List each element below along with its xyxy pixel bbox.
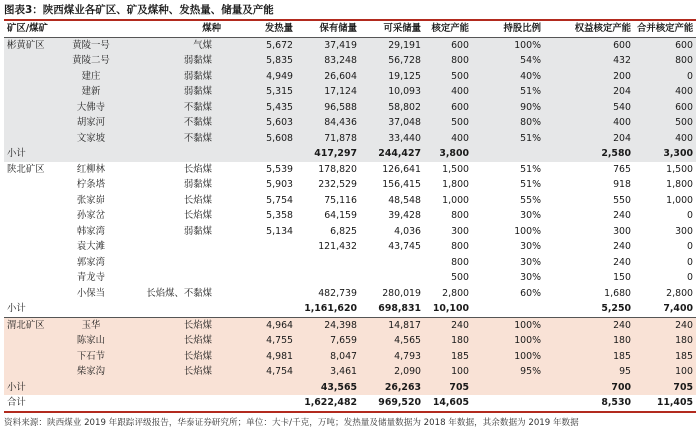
heat-value-cell [224, 255, 296, 271]
reserve-cell: 417,297 [296, 146, 360, 162]
mine-name-cell: 玉华 [58, 317, 124, 333]
reserve-cell: 6,825 [330, 225, 357, 237]
mine-name-cell: 大佛寺 [58, 100, 124, 116]
col-header-heat: 发热量 [224, 21, 296, 37]
table-row [4, 224, 696, 240]
total-row [4, 395, 696, 412]
table-row [4, 131, 696, 147]
mine-name-cell: 胡家河 [58, 115, 124, 131]
mine-name-cell: 孙家岔 [76, 210, 106, 221]
consolidated-capacity-cell: 0 [687, 210, 693, 221]
mine-name-cell [58, 395, 124, 412]
coal-type-cell [124, 255, 224, 271]
consolidated-capacity-cell: 11,405 [634, 395, 696, 412]
recoverable-reserve-cell: 33,440 [360, 131, 424, 147]
stake-cell: 51% [520, 163, 541, 175]
region-cell: 小计 [4, 380, 58, 396]
region-cell [4, 270, 58, 286]
recoverable-reserve-cell: 126,641 [382, 163, 421, 175]
consolidated-capacity-cell: 705 [634, 380, 696, 396]
heat-value-cell: 4,949 [224, 69, 296, 85]
region-cell [4, 333, 58, 349]
reserve-cell [296, 270, 360, 286]
reserve-cell: 1,622,482 [296, 395, 360, 412]
capacity-cell: 705 [424, 380, 472, 396]
heat-value-cell [224, 286, 296, 302]
coal-type-cell [124, 146, 224, 162]
heat-value-cell: 5,754 [266, 194, 293, 206]
heat-value-cell: 5,134 [266, 225, 293, 237]
equity-capacity-cell: 240 [613, 210, 631, 221]
capacity-cell: 1,000 [442, 194, 469, 206]
region-cell [4, 100, 58, 116]
recoverable-reserve-cell [360, 270, 424, 286]
consolidated-capacity-cell: 185 [634, 349, 696, 365]
coal-type-cell: 不黏煤 [124, 100, 224, 116]
region-cell [4, 53, 58, 69]
reserve-cell: 96,588 [296, 100, 360, 116]
reserve-cell: 7,659 [296, 333, 360, 349]
table-row [4, 84, 696, 100]
reserve-cell: 3,461 [296, 364, 360, 380]
reserve-cell: 1,161,620 [296, 301, 360, 317]
region-cell [4, 255, 58, 271]
consolidated-capacity-cell: 1,500 [666, 163, 693, 175]
source-note: 资料来源：陕西煤业 2019 年跟踪评级报告，华泰证券研究所；单位：大卡/千克，万吨；发热量及储量数据为 2018 年数据，其余数据为 2019 年数据 [4, 418, 579, 428]
consolidated-capacity-cell: 1,800 [666, 179, 693, 190]
heat-value-cell [224, 380, 296, 396]
reserve-cell: 232,529 [318, 179, 357, 190]
stake-cell: 30% [520, 272, 541, 283]
capacity-cell: 180 [424, 333, 472, 349]
mine-name-cell: 青龙寺 [76, 272, 106, 283]
table-body [4, 37, 696, 412]
coal-type-cell [124, 301, 224, 317]
table-row [4, 270, 696, 286]
region-cell: 小计 [4, 301, 58, 317]
stake-cell: 100% [472, 349, 544, 365]
equity-capacity-cell: 150 [613, 272, 631, 283]
stake-cell: 30% [520, 256, 541, 268]
heat-value-cell [224, 395, 296, 412]
recoverable-reserve-cell: 48,548 [388, 194, 421, 206]
table-row [4, 37, 696, 53]
capacity-cell: 600 [424, 37, 472, 53]
capacity-cell: 1,500 [442, 163, 469, 175]
recoverable-reserve-cell: 280,019 [382, 287, 421, 299]
reserve-cell: 24,398 [296, 317, 360, 333]
col-header-recoverable: 可采储量 [360, 21, 424, 37]
reserve-cell: 17,124 [296, 84, 360, 100]
capacity-cell: 500 [424, 115, 472, 131]
capacity-cell: 400 [424, 84, 472, 100]
table-row [4, 177, 696, 193]
reserve-cell [296, 255, 360, 271]
stake-cell: 100% [514, 225, 541, 237]
capacity-cell: 800 [424, 53, 472, 69]
consolidated-capacity-cell: 2,800 [666, 287, 693, 299]
equity-capacity-cell: 204 [544, 84, 634, 100]
recoverable-reserve-cell: 4,036 [394, 225, 421, 237]
mine-name-cell: 下石节 [58, 349, 124, 365]
capacity-cell: 800 [451, 210, 469, 221]
recoverable-reserve-cell: 244,427 [360, 146, 424, 162]
region-cell [4, 349, 58, 365]
heat-value-cell: 5,435 [224, 100, 296, 116]
coal-type-cell: 长焰煤 [124, 349, 224, 365]
region-cell: 陕北矿区 [7, 163, 45, 175]
coal-type-cell: 弱黏煤 [124, 84, 224, 100]
mine-name-cell: 陈家山 [58, 333, 124, 349]
region-cell [4, 115, 58, 131]
reserve-cell: 75,116 [324, 194, 357, 206]
equity-capacity-cell: 240 [544, 317, 634, 333]
capacity-cell: 300 [451, 225, 469, 237]
mine-name-cell: 郭家湾 [76, 256, 106, 268]
consolidated-capacity-cell: 0 [634, 69, 696, 85]
equity-capacity-cell: 5,250 [544, 301, 634, 317]
equity-capacity-cell: 432 [544, 53, 634, 69]
heat-value-cell: 4,964 [224, 317, 296, 333]
recoverable-reserve-cell: 156,415 [382, 179, 421, 190]
capacity-cell: 800 [451, 241, 469, 252]
recoverable-reserve-cell: 58,802 [360, 100, 424, 116]
mine-name-cell: 建庄 [58, 69, 124, 85]
reserve-cell: 178,820 [318, 163, 357, 175]
mine-name-cell: 韩家湾 [76, 225, 106, 237]
stake-cell: 54% [472, 53, 544, 69]
heat-value-cell [224, 270, 296, 286]
table-row [4, 115, 696, 131]
table-row [4, 53, 696, 69]
coal-type-cell: 不黏煤 [124, 131, 224, 147]
stake-cell: 30% [520, 241, 541, 252]
recoverable-reserve-cell: 39,428 [388, 210, 421, 221]
equity-capacity-cell: 765 [613, 163, 631, 175]
stake-cell: 95% [472, 364, 544, 380]
recoverable-reserve-cell: 4,565 [360, 333, 424, 349]
region-cell: 彬黄矿区 [4, 37, 58, 53]
coal-type-cell: 长焰煤 [183, 163, 212, 175]
table-row [4, 162, 696, 178]
consolidated-capacity-cell: 7,400 [634, 301, 696, 317]
equity-capacity-cell: 918 [613, 179, 631, 190]
mine-name-cell [58, 146, 124, 162]
region-cell [4, 239, 58, 255]
region-cell: 小计 [4, 146, 58, 162]
recoverable-reserve-cell: 19,125 [360, 69, 424, 85]
heat-value-cell: 4,754 [224, 364, 296, 380]
capacity-cell: 185 [424, 349, 472, 365]
mine-name-cell [58, 301, 124, 317]
mine-name-cell: 文家坡 [58, 131, 124, 147]
stake-cell: 55% [520, 194, 541, 206]
reserve-cell: 84,436 [296, 115, 360, 131]
mine-name-cell: 黄陵二号 [58, 53, 124, 69]
capacity-cell: 2,800 [442, 287, 469, 299]
heat-value-cell: 5,903 [266, 179, 293, 190]
equity-capacity-cell: 540 [544, 100, 634, 116]
equity-capacity-cell: 600 [544, 37, 634, 53]
region-cell [4, 193, 58, 209]
equity-capacity-cell: 185 [544, 349, 634, 365]
region-cell [4, 286, 58, 302]
stake-cell [472, 301, 544, 317]
equity-capacity-cell: 200 [544, 69, 634, 85]
coal-type-cell: 弱黏煤 [124, 69, 224, 85]
equity-capacity-cell: 240 [613, 241, 631, 252]
coal-type-cell: 长焰煤、不黏煤 [146, 287, 212, 299]
heat-value-cell: 5,315 [224, 84, 296, 100]
table-row [4, 349, 696, 365]
stake-cell: 51% [472, 131, 544, 147]
col-header-equity-capacity: 权益核定产能 [544, 21, 634, 37]
coal-type-cell: 长焰煤 [124, 364, 224, 380]
figure-title: 图表3：陕西煤业各矿区、矿及煤种、发热量、储量及产能 [4, 4, 274, 16]
coal-type-cell [124, 270, 224, 286]
equity-capacity-cell: 204 [544, 131, 634, 147]
reserve-cell: 71,878 [296, 131, 360, 147]
region-cell [4, 364, 58, 380]
recoverable-reserve-cell: 2,090 [360, 364, 424, 380]
coal-type-cell: 弱黏煤 [124, 53, 224, 69]
consolidated-capacity-cell: 0 [687, 256, 693, 268]
heat-value-cell: 5,672 [224, 37, 296, 53]
heat-value-cell [224, 146, 296, 162]
table-row [4, 100, 696, 116]
capacity-cell: 800 [451, 256, 469, 268]
capacity-cell: 10,100 [424, 301, 472, 317]
coal-type-cell: 长焰煤 [183, 194, 212, 206]
equity-capacity-cell: 300 [613, 225, 631, 237]
capacity-cell: 100 [424, 364, 472, 380]
coal-type-cell [124, 239, 224, 255]
mine-name-cell: 袁大滩 [76, 241, 106, 252]
equity-capacity-cell: 2,580 [544, 146, 634, 162]
recoverable-reserve-cell: 29,191 [360, 37, 424, 53]
region-cell: 渭北矿区 [4, 317, 58, 333]
coal-type-cell: 弱黏煤 [183, 179, 212, 190]
heat-value-cell: 4,755 [224, 333, 296, 349]
reserve-cell: 43,565 [296, 380, 360, 396]
consolidated-capacity-cell: 400 [634, 131, 696, 147]
table-row [4, 239, 696, 255]
heat-value-cell: 5,835 [224, 53, 296, 69]
stake-cell [472, 395, 544, 412]
consolidated-capacity-cell: 3,300 [634, 146, 696, 162]
stake-cell: 100% [472, 333, 544, 349]
region-cell [4, 208, 58, 224]
col-header-blank [58, 21, 124, 37]
heat-value-cell [224, 301, 296, 317]
col-header-consolidated: 合并核定产能 [634, 21, 696, 37]
table-row [4, 208, 696, 224]
consolidated-capacity-cell: 0 [687, 241, 693, 252]
subtotal-row [4, 380, 696, 396]
table-row [4, 286, 696, 302]
mine-name-cell: 柠条塔 [76, 179, 106, 190]
coal-mine-table [4, 21, 696, 413]
capacity-cell: 500 [451, 272, 469, 283]
coal-type-cell [124, 395, 224, 412]
equity-capacity-cell: 95 [544, 364, 634, 380]
equity-capacity-cell: 700 [544, 380, 634, 396]
subtotal-row [4, 146, 696, 162]
stake-cell: 30% [520, 210, 541, 221]
mine-name-cell: 建新 [58, 84, 124, 100]
consolidated-capacity-cell: 800 [634, 53, 696, 69]
mine-name-cell: 张家峁 [76, 194, 106, 206]
coal-type-cell: 不黏煤 [124, 115, 224, 131]
coal-type-cell [124, 380, 224, 396]
capacity-cell: 1,800 [442, 179, 469, 190]
recoverable-reserve-cell: 698,831 [360, 301, 424, 317]
equity-capacity-cell: 8,530 [544, 395, 634, 412]
stake-cell: 100% [472, 37, 544, 53]
stake-cell [472, 146, 544, 162]
reserve-cell: 83,248 [296, 53, 360, 69]
equity-capacity-cell: 550 [613, 194, 631, 206]
stake-cell: 51% [472, 84, 544, 100]
recoverable-reserve-cell: 37,048 [360, 115, 424, 131]
capacity-cell: 3,800 [424, 146, 472, 162]
region-cell [4, 224, 58, 240]
recoverable-reserve-cell: 43,745 [388, 241, 421, 252]
consolidated-capacity-cell: 1,000 [666, 194, 693, 206]
equity-capacity-cell: 1,680 [604, 287, 631, 299]
consolidated-capacity-cell: 240 [634, 317, 696, 333]
mine-name-cell [58, 380, 124, 396]
region-cell [4, 84, 58, 100]
consolidated-capacity-cell: 600 [634, 100, 696, 116]
reserve-cell: 482,739 [318, 287, 357, 299]
equity-capacity-cell: 240 [613, 256, 631, 268]
coal-type-cell: 长焰煤 [124, 317, 224, 333]
stake-cell: 60% [520, 287, 541, 299]
recoverable-reserve-cell: 56,728 [360, 53, 424, 69]
consolidated-capacity-cell: 400 [634, 84, 696, 100]
recoverable-reserve-cell: 14,817 [360, 317, 424, 333]
reserve-cell: 37,419 [296, 37, 360, 53]
region-cell: 合计 [4, 395, 58, 412]
stake-cell: 100% [472, 317, 544, 333]
equity-capacity-cell: 180 [544, 333, 634, 349]
table-row [4, 364, 696, 380]
reserve-cell: 8,047 [296, 349, 360, 365]
table-row [4, 69, 696, 85]
reserve-cell: 64,159 [324, 210, 357, 221]
recoverable-reserve-cell: 969,520 [360, 395, 424, 412]
recoverable-reserve-cell: 10,093 [360, 84, 424, 100]
consolidated-capacity-cell: 500 [634, 115, 696, 131]
table-row [4, 193, 696, 209]
stake-cell: 80% [472, 115, 544, 131]
heat-value-cell: 4,981 [224, 349, 296, 365]
region-cell [4, 177, 58, 193]
consolidated-capacity-cell: 180 [634, 333, 696, 349]
heat-value-cell: 5,358 [266, 210, 293, 221]
col-header-capacity: 核定产能 [424, 21, 472, 37]
mine-name-cell: 红柳林 [76, 163, 106, 175]
consolidated-capacity-cell: 0 [687, 272, 693, 283]
col-header-stake: 持股比例 [472, 21, 544, 37]
mine-name-cell: 黄陵一号 [58, 37, 124, 53]
recoverable-reserve-cell [360, 255, 424, 271]
stake-cell: 90% [472, 100, 544, 116]
coal-type-cell: 长焰煤 [183, 210, 212, 221]
equity-capacity-cell: 400 [544, 115, 634, 131]
capacity-cell: 600 [424, 100, 472, 116]
capacity-cell: 240 [424, 317, 472, 333]
mine-name-cell: 柴家沟 [58, 364, 124, 380]
table-row [4, 255, 696, 271]
mine-name-cell: 小保当 [76, 287, 106, 299]
coal-type-cell: 气煤 [124, 37, 224, 53]
recoverable-reserve-cell: 26,263 [360, 380, 424, 396]
consolidated-capacity-cell: 600 [634, 37, 696, 53]
heat-value-cell: 5,539 [266, 163, 293, 175]
recoverable-reserve-cell: 4,793 [360, 349, 424, 365]
reserve-cell: 121,432 [318, 241, 357, 252]
coal-type-cell: 长焰煤 [124, 333, 224, 349]
capacity-cell: 400 [424, 131, 472, 147]
heat-value-cell [224, 239, 296, 255]
capacity-cell: 500 [424, 69, 472, 85]
col-header-coal-type: 煤种 [124, 21, 224, 37]
region-cell [4, 131, 58, 147]
stake-cell [472, 380, 544, 396]
table-row [4, 333, 696, 349]
table-header-row [4, 21, 696, 37]
capacity-cell: 14,605 [424, 395, 472, 412]
consolidated-capacity-cell: 300 [675, 225, 693, 237]
heat-value-cell: 5,608 [224, 131, 296, 147]
subtotal-row [4, 301, 696, 317]
col-header-region-mine: 矿区/煤矿 [4, 21, 58, 37]
region-cell [4, 69, 58, 85]
table-row [4, 317, 696, 333]
coal-type-cell: 弱黏煤 [183, 225, 212, 237]
heat-value-cell: 5,603 [224, 115, 296, 131]
col-header-reserves: 保有储量 [296, 21, 360, 37]
reserve-cell: 26,604 [296, 69, 360, 85]
stake-cell: 40% [472, 69, 544, 85]
stake-cell: 51% [520, 179, 541, 190]
consolidated-capacity-cell: 100 [634, 364, 696, 380]
